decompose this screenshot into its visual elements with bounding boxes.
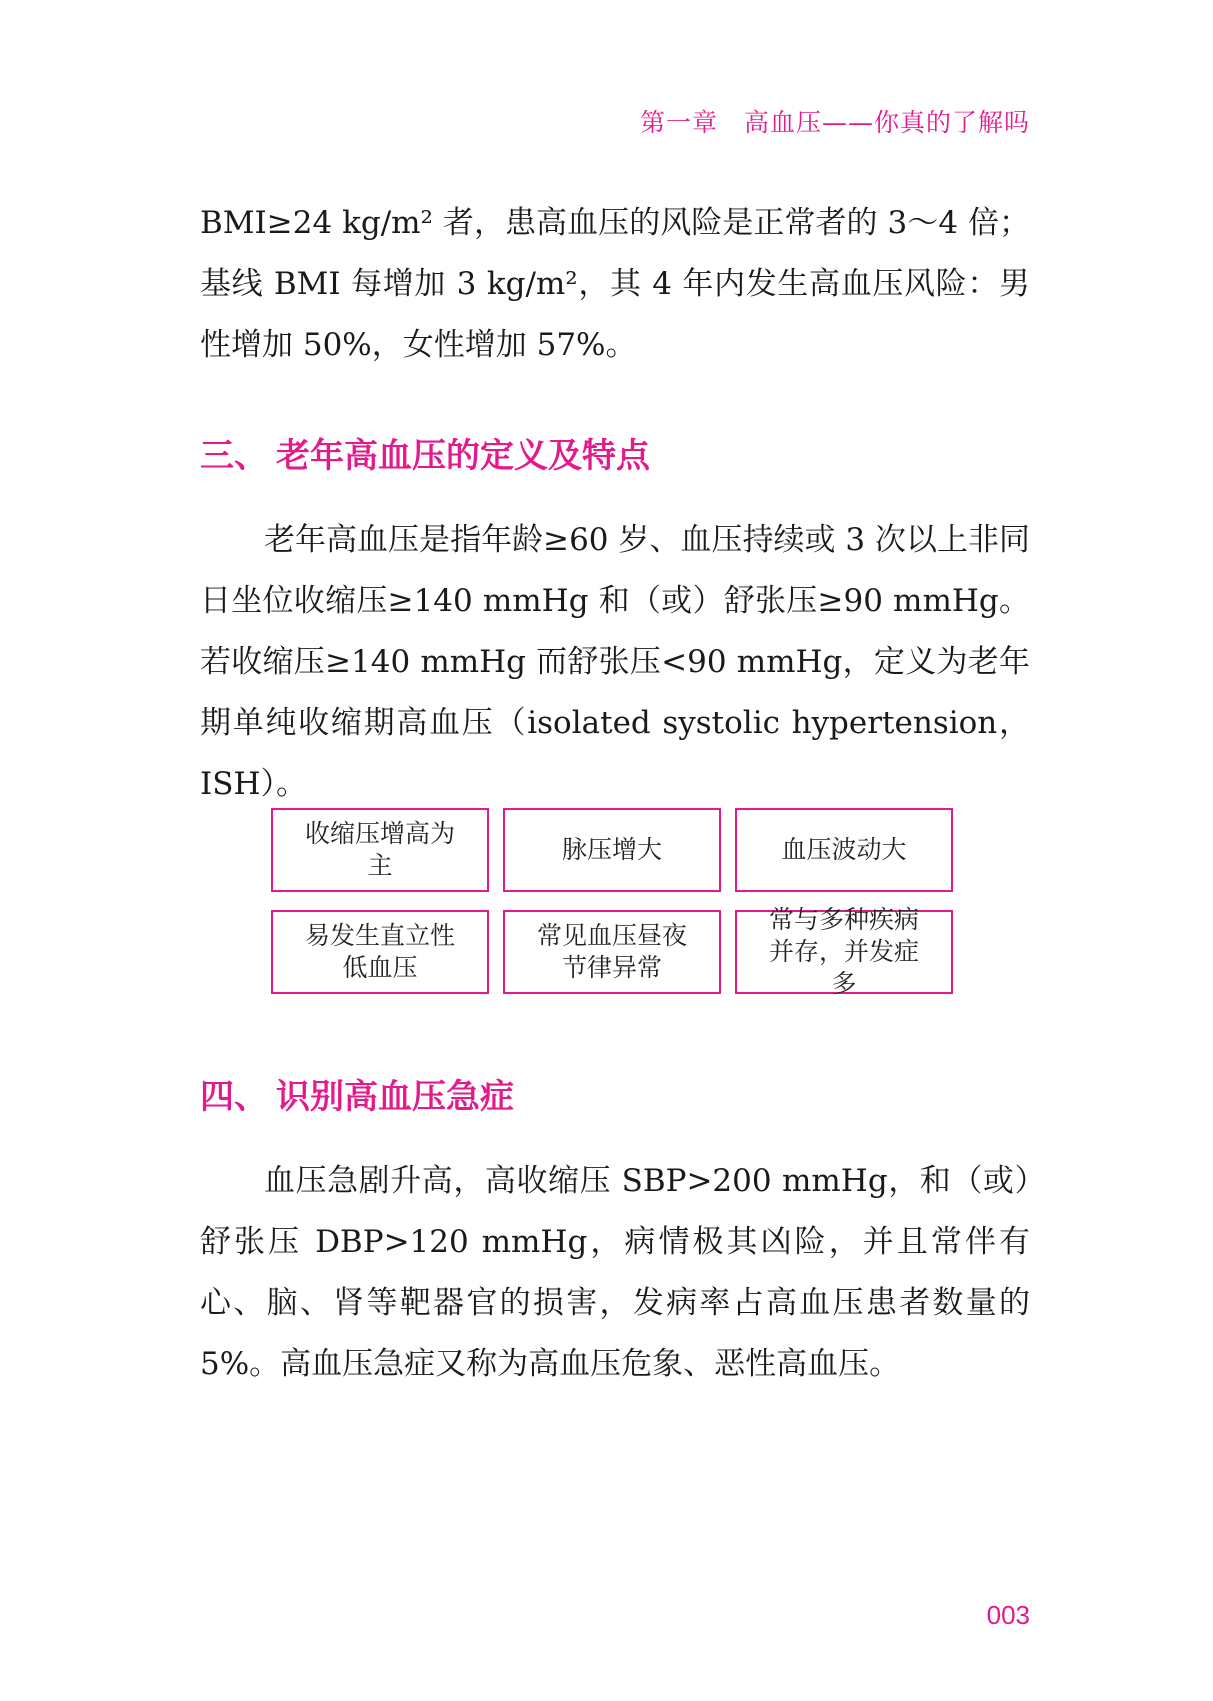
elderly-hypertension-features	[271, 808, 958, 998]
feature-box: 血压波动大	[735, 808, 953, 892]
section-4-paragraph: 血压急剧升高，高收缩压 SBP>200 mmHg，和（或）舒张压 DBP>120 mmHg，病情极其凶险，并且常伴有心、脑、肾等靶器官的损害，发病率占高血压患者数量的 5%。高血压急症又称为高血压危象、恶性高血压。	[200, 1163, 1030, 1382]
section-4-number: 四、	[200, 1077, 268, 1117]
chapter-title: 高血压——你真的了解吗	[743, 108, 1030, 137]
section-3-title: 老年高血压的定义及特点	[276, 436, 650, 476]
page-number: 003	[986, 1600, 1030, 1630]
feature-box: 常见血压昼夜节律异常	[503, 910, 721, 994]
section-3-paragraph: 老年高血压是指年龄≥60 岁、血压持续或 3 次以上非同日坐位收缩压≥140 mmHg 和（或）舒张压≥90 mmHg。若收缩压≥140 mmHg 而舒张压<90 mmHg，定义为老年期单纯收缩期高血压（isolated systolic hypertension，ISH）。	[200, 522, 1030, 802]
feature-box: 易发生直立性低血压	[271, 910, 489, 994]
section-3-number: 三、	[200, 436, 268, 476]
intro-paragraph: BMI≥24 kg/m² 者，患高血压的风险是正常者的 3～4 倍；基线 BMI 每增加 3 kg/m²，其 4 年内发生高血压风险：男性增加 50%，女性增加 57%。	[200, 205, 1030, 363]
feature-box: 常与多种疾病并存，并发症多	[735, 910, 953, 994]
section-4-title: 识别高血压急症	[276, 1077, 514, 1117]
section-3-heading	[200, 428, 650, 477]
feature-box: 收缩压增高为主	[271, 808, 489, 892]
running-header	[640, 103, 1030, 139]
feature-box: 脉压增大	[503, 808, 721, 892]
section-4-heading	[200, 1069, 514, 1118]
chapter-label: 第一章	[639, 108, 718, 137]
